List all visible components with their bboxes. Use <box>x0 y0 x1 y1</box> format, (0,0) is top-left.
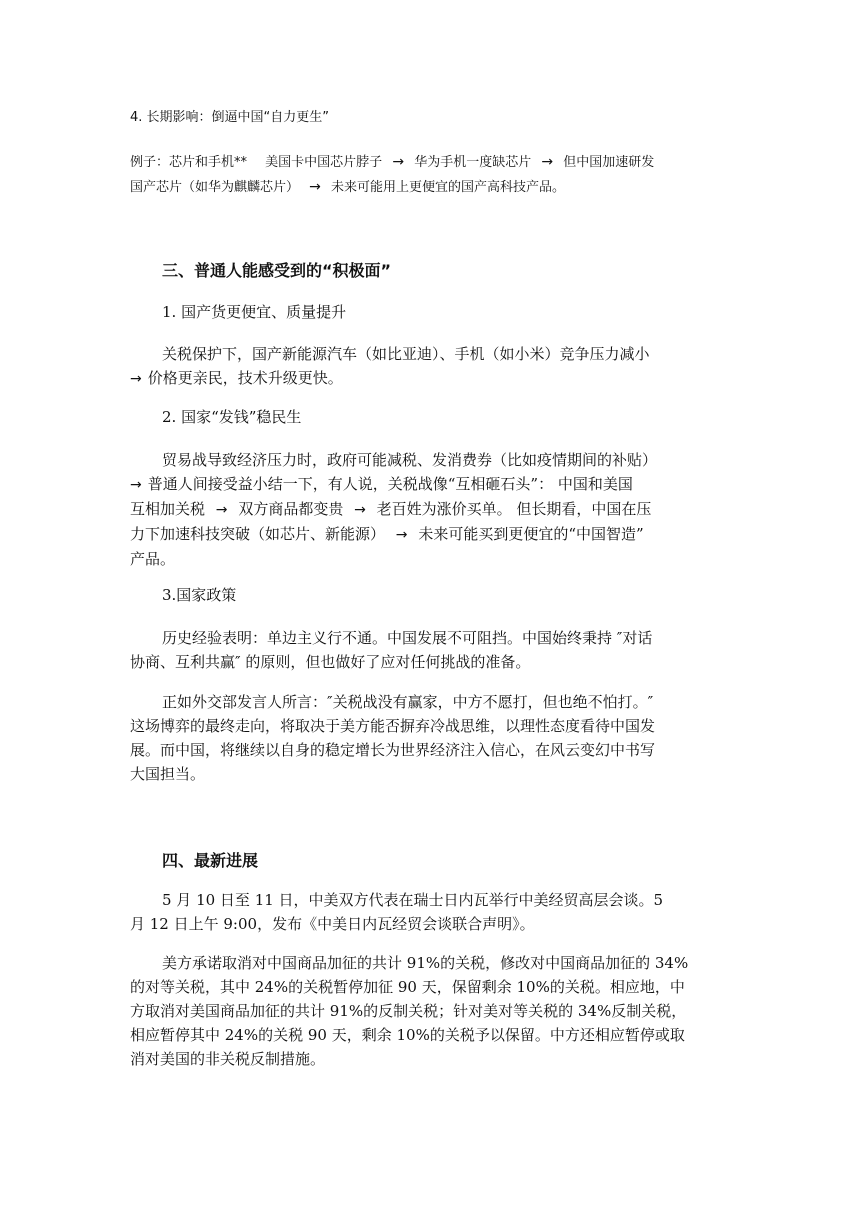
section3-heading: 三、普通人能感受到的“积极面” <box>162 261 392 280</box>
arrow-right-icon: → <box>215 502 228 518</box>
paragraph-line: 关税保护下，国产新能源汽车（如比亚迪）、手机（如小米）竞争压力减小 <box>162 345 650 363</box>
example-label: 例子：芯片和手机** <box>130 155 248 170</box>
paragraph-segment: 未来可能买到更便宜的“中国智造” <box>418 525 644 543</box>
paragraph-segment: 双方商品都变贵 <box>238 500 344 518</box>
item2-title-text: 2. 国家“发钱”稳民生 <box>162 408 302 426</box>
item2-paragraph <box>130 448 730 571</box>
item4-title: 4. 长期影响：倒逼中国“自力更生” <box>130 110 330 125</box>
item1-paragraph <box>130 342 730 391</box>
arrow-right-icon: → <box>354 502 366 518</box>
example-step: 美国卡中国芯片脖子 <box>265 155 383 170</box>
item2-title <box>130 405 730 429</box>
example-step: 华为手机一度缺芯片 <box>414 155 532 170</box>
paragraph-segment: 老百姓为涨价买单。 但长期看，中国在压 <box>376 500 652 518</box>
paragraph-line: 正如外交部发言人所言：″关税战没有赢家，中方不愿打，但也绝不怕打。″ <box>162 693 654 711</box>
paragraph-line: 价格更亲民，技术升级更快。 <box>147 369 343 387</box>
paragraph-line: 相应暂停其中 24%的关税 90 天，剩余 10%的关税予以保留。中方还相应暂停或取 <box>130 1026 685 1044</box>
paragraph-line: 产品。 <box>130 550 176 568</box>
paragraph-line: 贸易战导致经济压力时，政府可能减税、发消费券（比如疫情期间的补贴） <box>162 451 658 469</box>
paragraph-line: 这场博弈的最终走向，将取决于美方能否摒弃冷战思维，以理性态度看待中国发 <box>130 717 656 735</box>
paragraph-line: 5 月 10 日至 11 日，中美双方代表在瑞士日内瓦举行中美经贸高层会谈。5 <box>162 891 664 909</box>
news-paragraph-1 <box>130 888 730 936</box>
example-step: 国产芯片（如华为麒麟芯片） <box>130 180 300 195</box>
arrow-right-icon: → <box>392 154 405 170</box>
example-step: 未来可能用上更便宜的国产高科技产品。 <box>331 180 566 195</box>
example-paragraph <box>130 150 750 200</box>
item3-title <box>130 583 730 607</box>
item3-title-text: 3.国家政策 <box>162 586 237 604</box>
arrow-right-icon: → <box>395 527 408 543</box>
paragraph-line: 协商、互利共赢″ 的原则，但也做好了应对任何挑战的准备。 <box>130 653 531 671</box>
arrow-right-icon: → <box>541 154 554 170</box>
example-step: 但中国加速研发 <box>563 155 655 170</box>
item1-title-text: 1. 国产货更便宜、质量提升 <box>162 303 347 321</box>
arrow-right-icon: → <box>130 477 142 493</box>
paragraph-line: 展。而中国，将继续以自身的稳定增长为世界经济注入信心，在风云变幻中书写 <box>130 741 656 759</box>
paragraph-line: 普通人间接受益小结一下，有人说，关税战像“互相砸石头”： 中国和美国 <box>147 475 633 493</box>
paragraph-line: 消对美国的非关税反制措施。 <box>130 1050 326 1068</box>
quote-paragraph <box>130 690 730 786</box>
paragraph-segment: 力下加速科技突破（如芯片、新能源） <box>130 525 386 543</box>
paragraph-line: 大国担当。 <box>130 765 206 783</box>
section4-heading: 四、最新进展 <box>162 851 259 870</box>
paragraph-line: 的对等关税，其中 24%的关税暂停加征 90 天，保留剩余 10%的关税。相应地，中 <box>130 978 685 996</box>
paragraph-line: 历史经验表明：单边主义行不通。中国发展不可阻挡。中国始终秉持 ″对话 <box>162 629 653 647</box>
paragraph-segment: 互相加关税 <box>130 500 206 518</box>
item3-paragraph <box>130 626 730 674</box>
arrow-right-icon: → <box>309 179 321 195</box>
paragraph-line: 美方承诺取消对中国商品加征的共计 91%的关税，修改对中国商品加征的 34% <box>162 954 689 972</box>
paragraph-line: 方取消对美国商品加征的共计 91%的反制关税；针对美对等关税的 34%反制关税， <box>130 1002 687 1020</box>
news-paragraph-2 <box>130 951 730 1071</box>
item1-title <box>130 300 730 324</box>
paragraph-line: 月 12 日上午 9:00，发布《中美日内瓦经贸会谈联合声明》。 <box>130 915 535 933</box>
arrow-right-icon: → <box>130 371 142 387</box>
